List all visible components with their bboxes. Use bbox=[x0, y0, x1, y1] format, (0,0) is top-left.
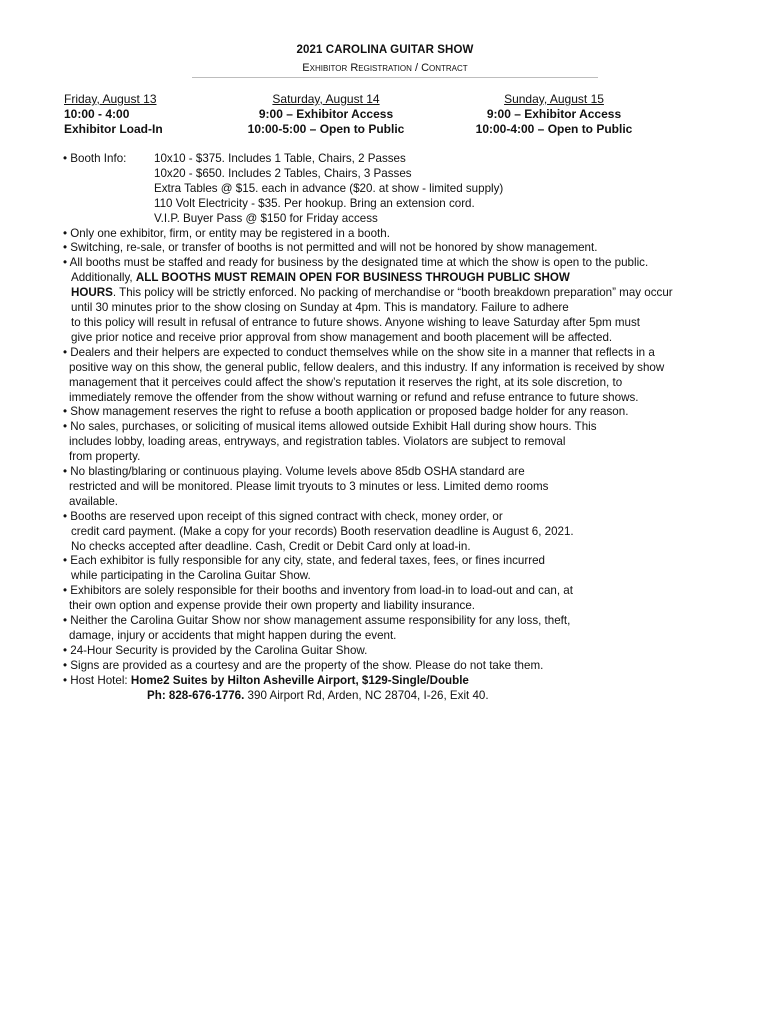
rule-neither: • Neither the Carolina Guitar Show nor show management assume responsibility for any loss, theft, bbox=[63, 614, 571, 628]
rule-staffed-cont: until 30 minutes prior to the show closing on Sunday at 4pm. This is mandatory. Failure to adhere bbox=[71, 301, 569, 315]
rule-staffed-cont: to this policy will result in refusal of entrance to future shows. Anyone wishing to leave Saturday after 5pm must bbox=[71, 315, 641, 329]
page-title: 2021 CAROLINA GUITAR SHOW bbox=[296, 44, 474, 56]
rule-blasting-cont: restricted and will be monitored. Please limit tryouts to 3 minutes or less. Limited demo rooms bbox=[69, 479, 549, 493]
booth-info-line: V.I.P. Buyer Pass @ $150 for Friday access bbox=[154, 211, 378, 225]
booth-info-line: 10x10 - $375. Includes 1 Table, Chairs, 2 Passes bbox=[154, 152, 406, 165]
host-hotel-name: Home2 Suites by Hilton Asheville Airport, $129-Single/Double bbox=[130, 673, 469, 687]
host-hotel-address: 390 Airport Rd, Arden, NC 28704, I-26, Exit 40. bbox=[244, 688, 489, 702]
rule-reserved: • Booths are reserved upon receipt of this signed contract with check, money order, or bbox=[63, 509, 503, 523]
staffed-emphasis: HOURS bbox=[71, 286, 113, 300]
rule-no-sales-cont: from property. bbox=[69, 450, 141, 464]
booth-info-label: • Booth Info: bbox=[63, 152, 127, 165]
rule-responsible: • Exhibitors are solely responsible for their booths and inventory from load-in to load-out and can, at bbox=[63, 584, 573, 598]
rule-taxes: • Each exhibitor is fully responsible for any city, state, and federal taxes, fees, or fines incurred bbox=[63, 554, 546, 568]
host-hotel-phone: Ph: 828-676-1776. bbox=[147, 688, 245, 702]
friday-time: 10:00 - 4:00 bbox=[64, 107, 130, 121]
rule-reserved-cont: No checks accepted after deadline. Cash, Credit or Debit Card only at load-in. bbox=[71, 539, 471, 553]
rule-taxes-cont: while participating in the Carolina Guitar Show. bbox=[71, 569, 311, 583]
host-hotel bbox=[63, 674, 723, 689]
rule-reserved-cont: credit card payment. (Make a copy for your records) Booth reservation deadline is August 6, 2021. bbox=[71, 524, 574, 538]
page-subtitle: Exhibitor Registration / Contract bbox=[302, 62, 468, 74]
booth-info-line: Extra Tables @ $15. each in advance ($20. at show - limited supply) bbox=[154, 181, 504, 195]
friday-date: Friday, August 13 bbox=[64, 92, 157, 106]
friday-event: Exhibitor Load-In bbox=[64, 122, 163, 136]
rule-neither-cont: damage, injury or accidents that might happen during the event. bbox=[69, 629, 397, 642]
contract-terms bbox=[63, 152, 723, 704]
rule-staffed-cont: give prior notice and receive prior approval from show management and booth placement will be affected. bbox=[71, 330, 613, 344]
rule-security: • 24-Hour Security is provided by the Carolina Guitar Show. bbox=[63, 643, 368, 657]
sunday-access: 9:00 – Exhibitor Access bbox=[486, 107, 622, 121]
booth-info-line: 110 Volt Electricity - $35. Per hookup. Bring an extension cord. bbox=[154, 196, 475, 210]
schedule-saturday bbox=[226, 92, 426, 137]
sunday-public: 10:00-4:00 – Open to Public bbox=[475, 122, 633, 136]
schedule-sunday bbox=[456, 92, 652, 137]
saturday-date: Saturday, August 14 bbox=[272, 92, 380, 106]
rule-responsible-cont: their own option and expense provide their own property and liability insurance. bbox=[69, 599, 476, 613]
rule-no-sales-cont: includes lobby, loading areas, entryways, and registration tables. Violators are subject to removal bbox=[69, 435, 566, 449]
rule-refuse: • Show management reserves the right to refuse a booth application or proposed badge holder for any reason. bbox=[63, 405, 629, 419]
rule-one-exhibitor: • Only one exhibitor, firm, or entity may be registered in a booth. bbox=[63, 226, 390, 240]
title-divider bbox=[192, 77, 598, 78]
booth-info bbox=[63, 152, 723, 167]
rule-switching: • Switching, re-sale, or transfer of booths is not permitted and will not be honored by show management. bbox=[63, 241, 598, 255]
staffed-emphasis: ALL BOOTHS MUST REMAIN OPEN FOR BUSINESS THROUGH PUBLIC SHOW bbox=[135, 271, 570, 285]
rule-staffed-cont bbox=[63, 286, 723, 301]
staffed-text: . This policy will be strictly enforced. No packing of merchandise or “booth breakdown preparation” may occur bbox=[112, 286, 673, 300]
host-hotel-contact bbox=[63, 689, 723, 704]
rule-staffed: • All booths must be staffed and ready for business by the designated time at which the show is open to the public. bbox=[63, 256, 649, 270]
rule-staffed-cont bbox=[63, 271, 723, 286]
rule-signs: • Signs are provided as a courtesy and are the property of the show. Please do not take them. bbox=[63, 658, 544, 672]
booth-info-line: 10x20 - $650. Includes 2 Tables, Chairs, 3 Passes bbox=[154, 166, 412, 180]
rule-no-sales: • No sales, purchases, or soliciting of musical items allowed outside Exhibit Hall during show hours. This bbox=[63, 420, 597, 434]
saturday-access: 9:00 – Exhibitor Access bbox=[258, 107, 394, 121]
staffed-text: Additionally, bbox=[71, 271, 136, 285]
saturday-public: 10:00-5:00 – Open to Public bbox=[247, 122, 405, 136]
rule-conduct-cont: immediately remove the offender from the show without warning or refund and refuse entrance to future shows. bbox=[69, 390, 639, 404]
sunday-date: Sunday, August 15 bbox=[504, 92, 604, 106]
host-hotel-label: • Host Hotel: bbox=[63, 673, 131, 687]
rule-blasting-cont: available. bbox=[69, 494, 118, 508]
rule-conduct: • Dealers and their helpers are expected to conduct themselves while on the show site in a manner that reflects in a bbox=[63, 345, 655, 359]
rule-conduct-cont: management that it perceives could affect the show’s reputation it reserves the right, at its sole discretion, to bbox=[69, 375, 623, 389]
rule-conduct-cont: positive way on this show, the general public, fellow dealers, and this industry. If any information is received by show bbox=[69, 360, 665, 374]
rule-blasting: • No blasting/blaring or continuous playing. Volume levels above 85db OSHA standard are bbox=[63, 465, 525, 479]
schedule-friday bbox=[64, 92, 163, 137]
